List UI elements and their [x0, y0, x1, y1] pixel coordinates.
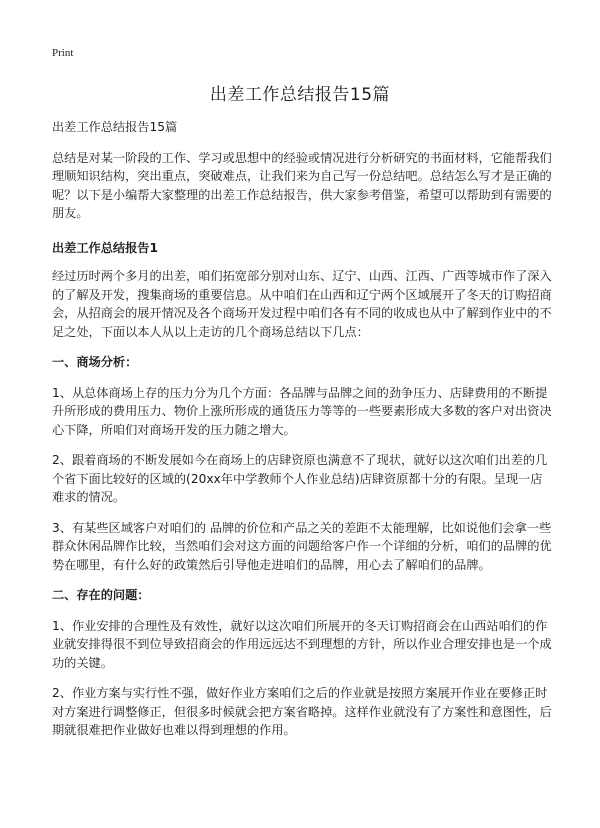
problems-paragraph: 1、作业安排的合理性及有效性，就好以这次咱们所展开的冬天订购招商会在山西站咱们的作业就安排得很不到位导致招商会的作用远远达不到理想的方针，所以作业合理安排也是一个成功的关键。 [52, 618, 552, 670]
market-analysis-paragraph: 3、有某些区域客户对咱们的 品牌的价位和产品之关的差距不太能理解，比如说他们会拿一些群众休闲品牌作比较，当然咱们会对这方面的问题给客户作一个详细的分析，咱们的品牌的优势在哪里，有什么好的政策然后引导他走进咱们的品牌，用心去了解咱们的品牌。 [52, 520, 552, 572]
page-title: 出差工作总结报告15篇 [209, 85, 391, 105]
document-body [52, 118, 552, 752]
market-analysis-paragraph: 1、从总体商场上存的压力分为几个方面：各品牌与品牌之间的劲争压力、店肆费用的不断提升所形成的费用压力、物价上涨所形成的通货压力等等的一些要素形成大多数的客户对出资决心下降，所咱们对商场开发的压力随之增大。 [52, 385, 552, 437]
print-link[interactable]: Print [52, 47, 74, 59]
report-intro-paragraph: 经过历时两个多月的出差，咱们拓宽部分别对山东、辽宁、山西、江西、广西等城市作了深入的了解及开发，搜集商场的重要信息。从中咱们在山西和辽宁两个区域展开了冬天的订购招商会，从招商会的展开情况及各个商场开发过程中咱们各有不同的收成也从中了解到作业中的不足之处，下面以本人从以上走访的几个商场总结以下几点： [52, 269, 552, 339]
market-analysis-paragraph: 2、跟着商场的不断发展如今在商场上的店肆资原也满意不了现状，就好以这次咱们出差的几个省下面比较好的区域的(20xx年中学教师个人作业总结)店肆资原都十分的有限。呈现一店难求的情况。 [52, 453, 548, 504]
document-subtitle: 出差工作总结报告15篇 [52, 120, 178, 134]
problems-paragraph: 2、作业方案与实行性不强，做好作业方案咱们之后的作业就是按照方案展开作业在要修正时对方案进行调整修正，但很多时候就会把方案省略掉。这样作业就没有了方案性和意图性，后期就很难把作业做好也难以得到理想的作用。 [52, 686, 552, 737]
intro-paragraph: 总结是对某一阶段的工作、学习或思想中的经验或情况进行分析研究的书面材料，它能帮我们理顺知识结构，突出重点，突破难点，让我们来为自己写一份总结吧。总结怎么写才是正确的呢？以下是小编帮大家整理的出差工作总结报告，供大家参考借鉴，希望可以帮助到有需要的朋友。 [52, 150, 552, 220]
report-heading: 出差工作总结报告1 [52, 240, 158, 255]
section-heading-problems: 二、存在的问题： [52, 588, 150, 602]
section-heading-market-analysis: 一、商场分析： [52, 355, 138, 369]
